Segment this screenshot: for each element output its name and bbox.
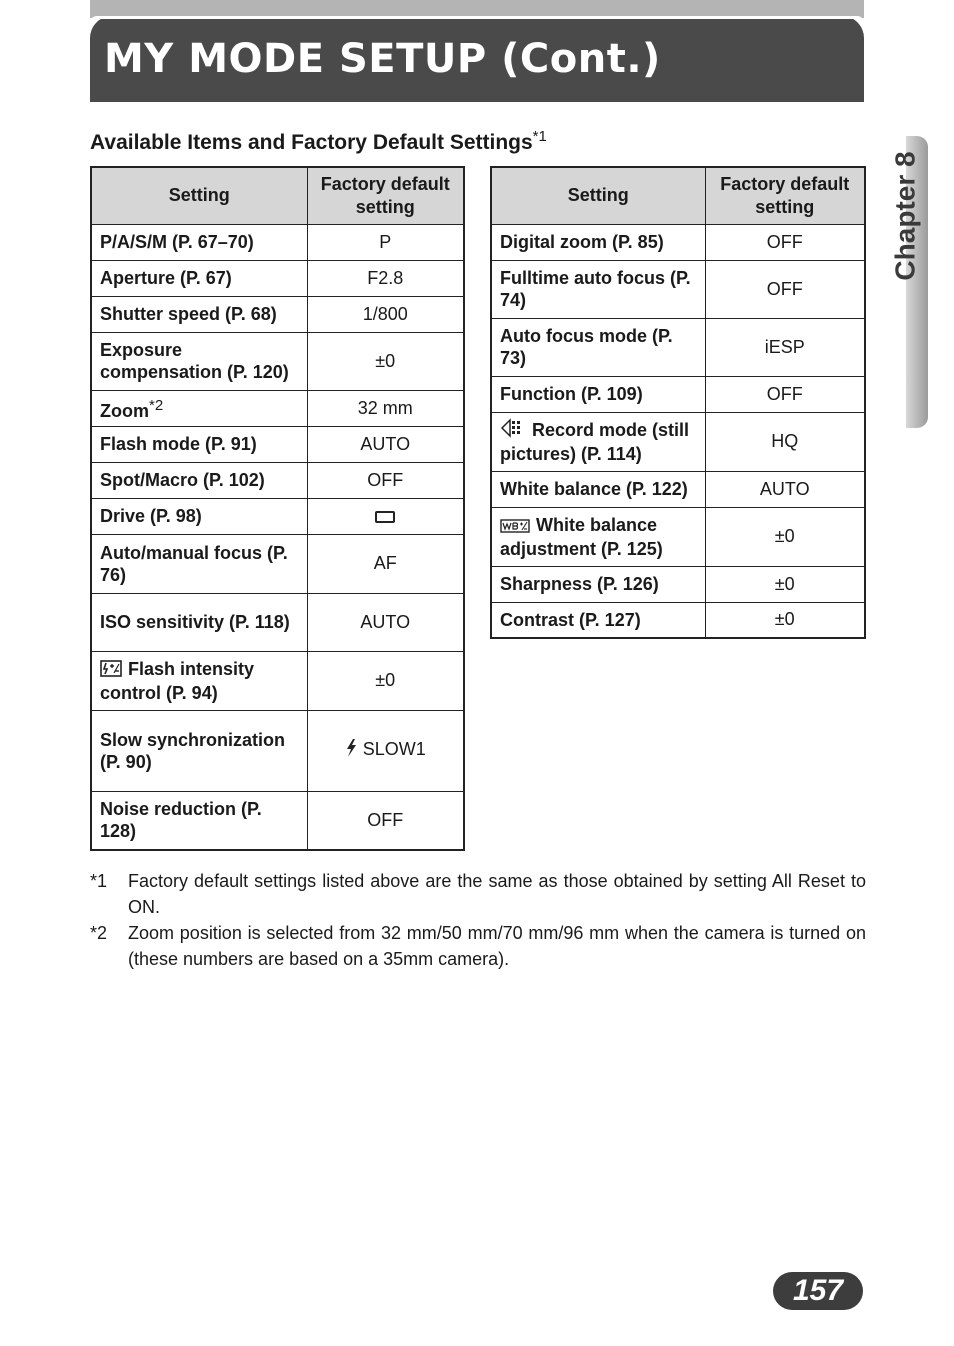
- default-value: 1/800: [307, 296, 464, 332]
- table-row: [491, 566, 865, 602]
- column-header-default: Factory default setting: [307, 167, 464, 224]
- setting-name: ISO sensitivity (P. 118): [91, 593, 307, 651]
- setting-name-cell: [491, 507, 705, 566]
- record-mode-icon: [500, 418, 526, 443]
- setting-name: Spot/Macro (P. 102): [91, 462, 307, 498]
- default-value: AUTO: [307, 426, 464, 462]
- footnote-text: Factory default settings listed above are the same as those obtained by setting All Reset to ON.: [128, 871, 866, 917]
- default-value: ±0: [307, 651, 464, 710]
- setting-name: Digital zoom (P. 85): [491, 224, 705, 260]
- table-row: [91, 593, 464, 651]
- footnote-text: Zoom position is selected from 32 mm/50 mm/70 mm/96 mm when the camera is turned on (these numbers are based on a 35mm camera).: [128, 923, 866, 969]
- table-header-row: [491, 167, 865, 224]
- default-value: 32 mm: [307, 390, 464, 426]
- table-row: [491, 602, 865, 638]
- default-value: AF: [307, 534, 464, 593]
- setting-name: Record mode (still pictures) (P. 114): [500, 420, 690, 464]
- table-row: [491, 260, 865, 318]
- default-value: OFF: [705, 224, 865, 260]
- footnote-2: [90, 920, 866, 972]
- chapter-label: [886, 136, 926, 296]
- table-row: [91, 534, 464, 593]
- setting-name-cell: [91, 390, 307, 426]
- default-value: OFF: [307, 791, 464, 850]
- setting-name: Zoom: [100, 400, 149, 421]
- setting-name: Function (P. 109): [491, 376, 705, 412]
- setting-name: Sharpness (P. 126): [491, 566, 705, 602]
- left-settings-table: [90, 166, 465, 851]
- table-row: [91, 426, 464, 462]
- setting-name: Flash intensity control (P. 94): [100, 658, 255, 703]
- footnote-mark: *1: [90, 871, 108, 891]
- default-value: OFF: [705, 260, 865, 318]
- flash-bolt-icon: [345, 739, 357, 762]
- table-row: [91, 498, 464, 534]
- right-settings-table: [490, 166, 866, 639]
- section-title: [90, 128, 547, 155]
- setting-name: Fulltime auto focus (P. 74): [491, 260, 705, 318]
- setting-name: Auto/manual focus (P. 76): [91, 534, 307, 593]
- zoom-footnote-mark: *2: [149, 396, 164, 414]
- flash-intensity-icon: [100, 660, 122, 682]
- default-value-cell: [307, 710, 464, 791]
- default-value: ±0: [705, 602, 865, 638]
- setting-name-cell: [91, 651, 307, 710]
- table-row: [491, 471, 865, 507]
- table-row: [491, 412, 865, 471]
- setting-name: Exposure compensation (P. 120): [91, 332, 307, 390]
- table-row: [91, 260, 464, 296]
- default-value: HQ: [705, 412, 865, 471]
- default-value: OFF: [307, 462, 464, 498]
- table-row: [491, 224, 865, 260]
- table-row: [91, 651, 464, 710]
- footnote-1: [90, 868, 866, 920]
- default-value: ±0: [705, 507, 865, 566]
- default-value-cell: [307, 498, 464, 534]
- table-row: [91, 332, 464, 390]
- section-title-text: Available Items and Factory Default Settings: [90, 131, 533, 154]
- page-title: MY MODE SETUP (Cont.): [104, 36, 661, 82]
- default-value: ±0: [307, 332, 464, 390]
- default-value: F2.8: [307, 260, 464, 296]
- table-row: [491, 507, 865, 566]
- setting-name: Contrast (P. 127): [491, 602, 705, 638]
- table-row: [91, 224, 464, 260]
- table-header-row: [91, 167, 464, 224]
- single-frame-icon: [375, 511, 395, 523]
- table-row: [91, 390, 464, 426]
- setting-name: Slow synchronization (P. 90): [91, 710, 307, 791]
- section-footnote-mark: *1: [532, 128, 547, 145]
- table-row: [91, 710, 464, 791]
- setting-name: Flash mode (P. 91): [91, 426, 307, 462]
- setting-name: Aperture (P. 67): [91, 260, 307, 296]
- table-row: [91, 462, 464, 498]
- default-value: AUTO: [705, 471, 865, 507]
- footnotes: [90, 868, 866, 972]
- default-value: AUTO: [307, 593, 464, 651]
- default-value: iESP: [705, 318, 865, 376]
- setting-name: Auto focus mode (P. 73): [491, 318, 705, 376]
- column-header-setting: Setting: [91, 167, 307, 224]
- chapter-label-text: Chapter 8: [890, 151, 921, 281]
- setting-name: Noise reduction (P. 128): [91, 791, 307, 850]
- table-row: [91, 296, 464, 332]
- column-header-setting: Setting: [491, 167, 705, 224]
- wb-adjust-icon: [500, 516, 530, 538]
- default-value: OFF: [705, 376, 865, 412]
- page-number: 157: [773, 1272, 863, 1310]
- default-value: P: [307, 224, 464, 260]
- setting-name: Drive (P. 98): [91, 498, 307, 534]
- column-header-default: Factory default setting: [705, 167, 865, 224]
- default-value: SLOW1: [362, 739, 426, 759]
- default-value: ±0: [705, 566, 865, 602]
- table-row: [491, 376, 865, 412]
- setting-name: P/A/S/M (P. 67–70): [91, 224, 307, 260]
- table-row: [491, 318, 865, 376]
- footnote-mark: *2: [90, 923, 108, 943]
- table-row: [91, 791, 464, 850]
- setting-name-cell: [491, 412, 705, 471]
- setting-name: Shutter speed (P. 68): [91, 296, 307, 332]
- setting-name: White balance adjustment (P. 125): [500, 514, 663, 559]
- setting-name: White balance (P. 122): [491, 471, 705, 507]
